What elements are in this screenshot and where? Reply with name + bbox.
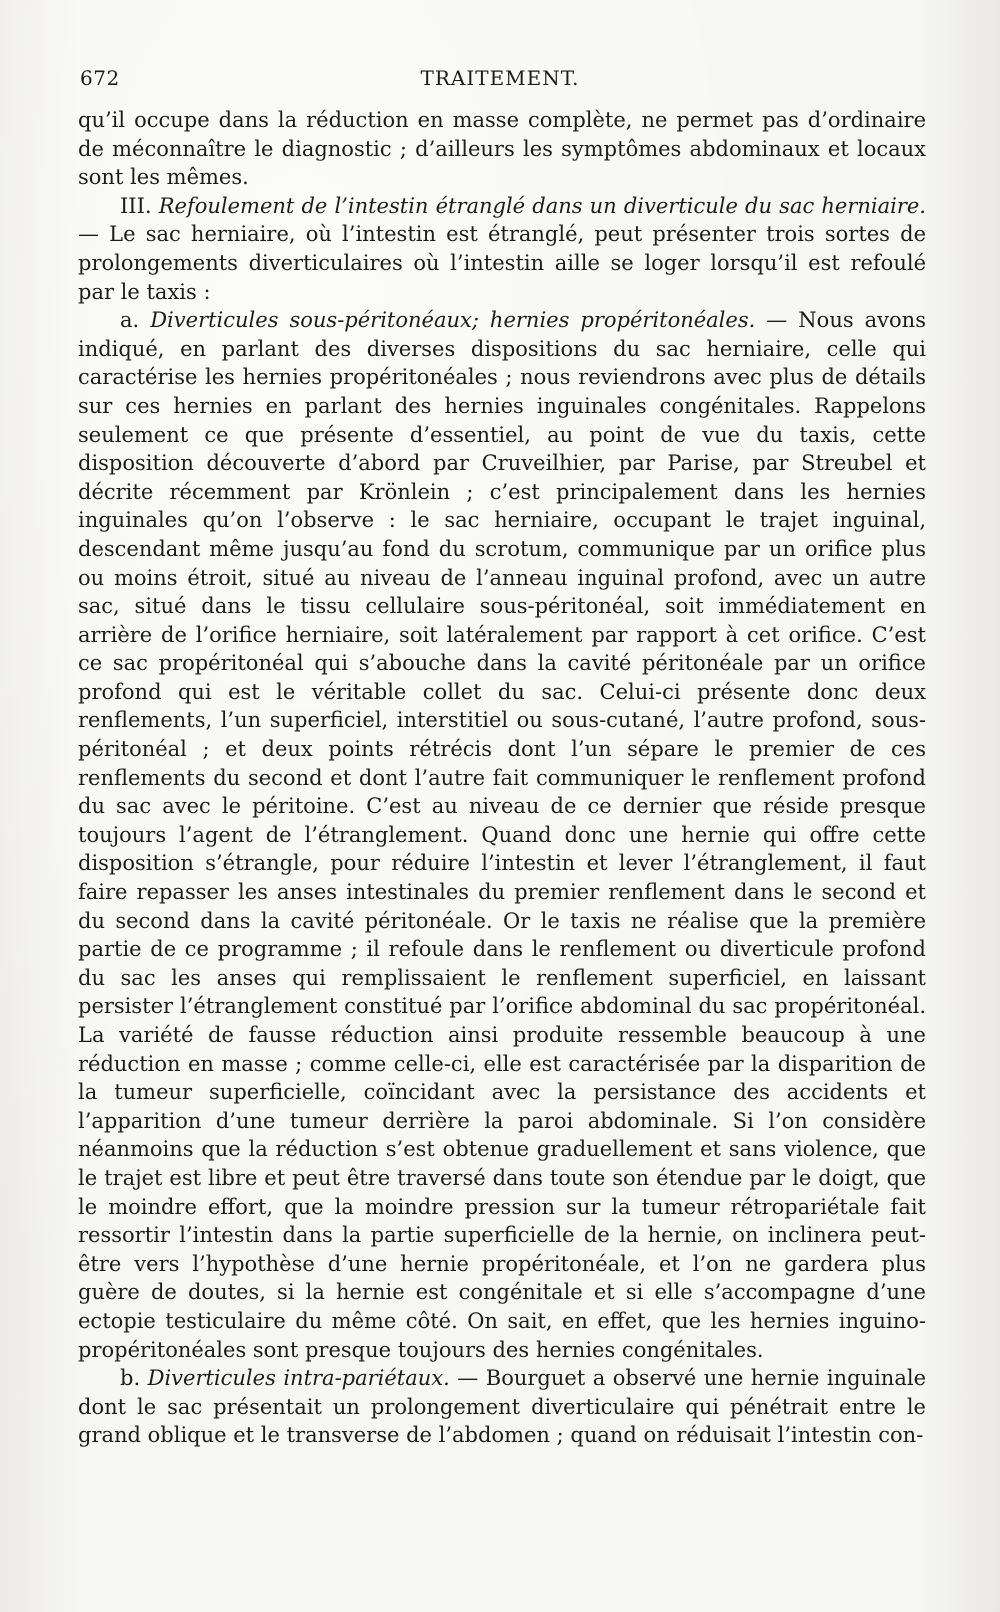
paragraph-continuation: [78, 106, 926, 192]
subsection-label: b.: [120, 1366, 141, 1391]
section-label: III.: [120, 193, 152, 218]
subsection-heading: Diverticules sous-péritonéaux; hernies propéritonéales.: [150, 308, 756, 333]
paragraph-text: — Nous avons indiqué, en parlant des diverses dispositions du sac herniaire, celle qui caractérise les hernies propéritonéales ; nous reviendrons avec plus de détails sur ces hernies en parlant des hernies inguinales congénitales. Rappelons seulement ce que présente d’essentiel, au point de vue du taxis, cette disposition découverte d’abord par Cruveilhier, par Parise, par Streubel et décrite récemment par Krönlein ; c’est principalement dans les hernies inguinales qu’on l’observe : le sac herniaire, occupant le trajet inguinal, descendant même jusqu’au fond du scrotum, communique par un orifice plus ou moins étroit, situé au niveau de l’anneau inguinal profond, avec un autre sac, situé dans le tissu cellulaire sous-péritonéal, soit immédiatement en arrière de l’orifice herniaire, soit latéralement par rapport à cet orifice. C’est ce sac propéritonéal qui s’abouche dans la cavité péritonéale par un orifice profond qui est le véritable collet du sac. Celui-ci présente donc deux renflements, l’un superficiel, interstitiel ou sous-cutané, l’autre profond, sous-péritonéal ; et deux points rétrécis dont l’un sépare le premier de ces renflements du second et dont l’autre fait communiquer le renflement profond du sac avec le péritoine. C’est au niveau de ce dernier que réside presque toujours l’agent de l’étranglement. Quand donc une hernie qui offre cette disposition s’étrangle, pour réduire l’intestin et lever l’étranglement, il faut faire repasser les anses intestinales du premier renflement dans le second et du second dans la cavité péritonéale. Or le taxis ne réalise que la première partie de ce programme ; il refoule dans le renflement ou diverticule profond du sac les anses qui remplissaient le renflement superficiel, en laissant persister l’étranglement constitué par l’orifice abdominal du sac propéritonéal. La variété de fausse réduction ainsi produite ressemble beaucoup à une réduction en masse ; comme celle-ci, elle est caractérisée par la disparition de la tumeur superficielle, coïncidant avec la persistance des accidents et l’apparition d’une tumeur derrière la paroi abdominale. Si l’on considère néanmoins que la réduction s’est obtenue graduellement et sans violence, que le trajet est libre et peut être traversé dans toute son étendue par le doigt, que le moindre effort, que la moindre pression sur la tumeur rétropariétale fait ressortir l’intestin dans la partie superficielle de la hernie, on inclinera peut-être vers l’hypothèse d’une hernie propéritonéale, et l’on ne gardera plus guère de doutes, si la hernie est congénitale et si elle s’accompagne d’une ectopie testiculaire du même côté. On sait, en effet, que les hernies inguino-propéritonéales sont presque toujours des hernies congénitales.: [78, 308, 926, 1362]
paragraph-text: — Bourguet a observé une hernie inguinale dont le sac présentait un prolongement diverticulaire qui pénétrait entre le grand oblique et le transverse de l’abdomen ; quand on réduisait l’intestin con-: [78, 1366, 926, 1448]
paragraph-text: — Le sac herniaire, où l’intestin est étranglé, peut présenter trois sortes de prolongements diverticulaires où l’intestin aille se loger lorsqu’il est refoulé par le taxis :: [78, 222, 926, 304]
running-title: TRAITEMENT.: [420, 66, 580, 90]
paragraph-subsection-b: [78, 1364, 926, 1450]
subsection-heading: Diverticules intra-pariétaux.: [147, 1366, 450, 1391]
paragraph-subsection-a: [78, 306, 926, 1364]
subsection-label: a.: [120, 308, 140, 333]
section-heading: Refoulement de l’intestin étranglé dans un diverticule du sac herniaire.: [158, 193, 926, 218]
page-number: 672: [80, 66, 120, 90]
paragraph-section-iii: [78, 192, 926, 306]
paragraph-text: qu’il occupe dans la réduction en masse complète, ne permet pas d’ordinaire de méconnaître le diagnostic ; d’ailleurs les symptômes abdominaux et locaux sont les mêmes.: [78, 108, 926, 190]
page-header: [80, 66, 920, 92]
body-text: [78, 106, 926, 1450]
